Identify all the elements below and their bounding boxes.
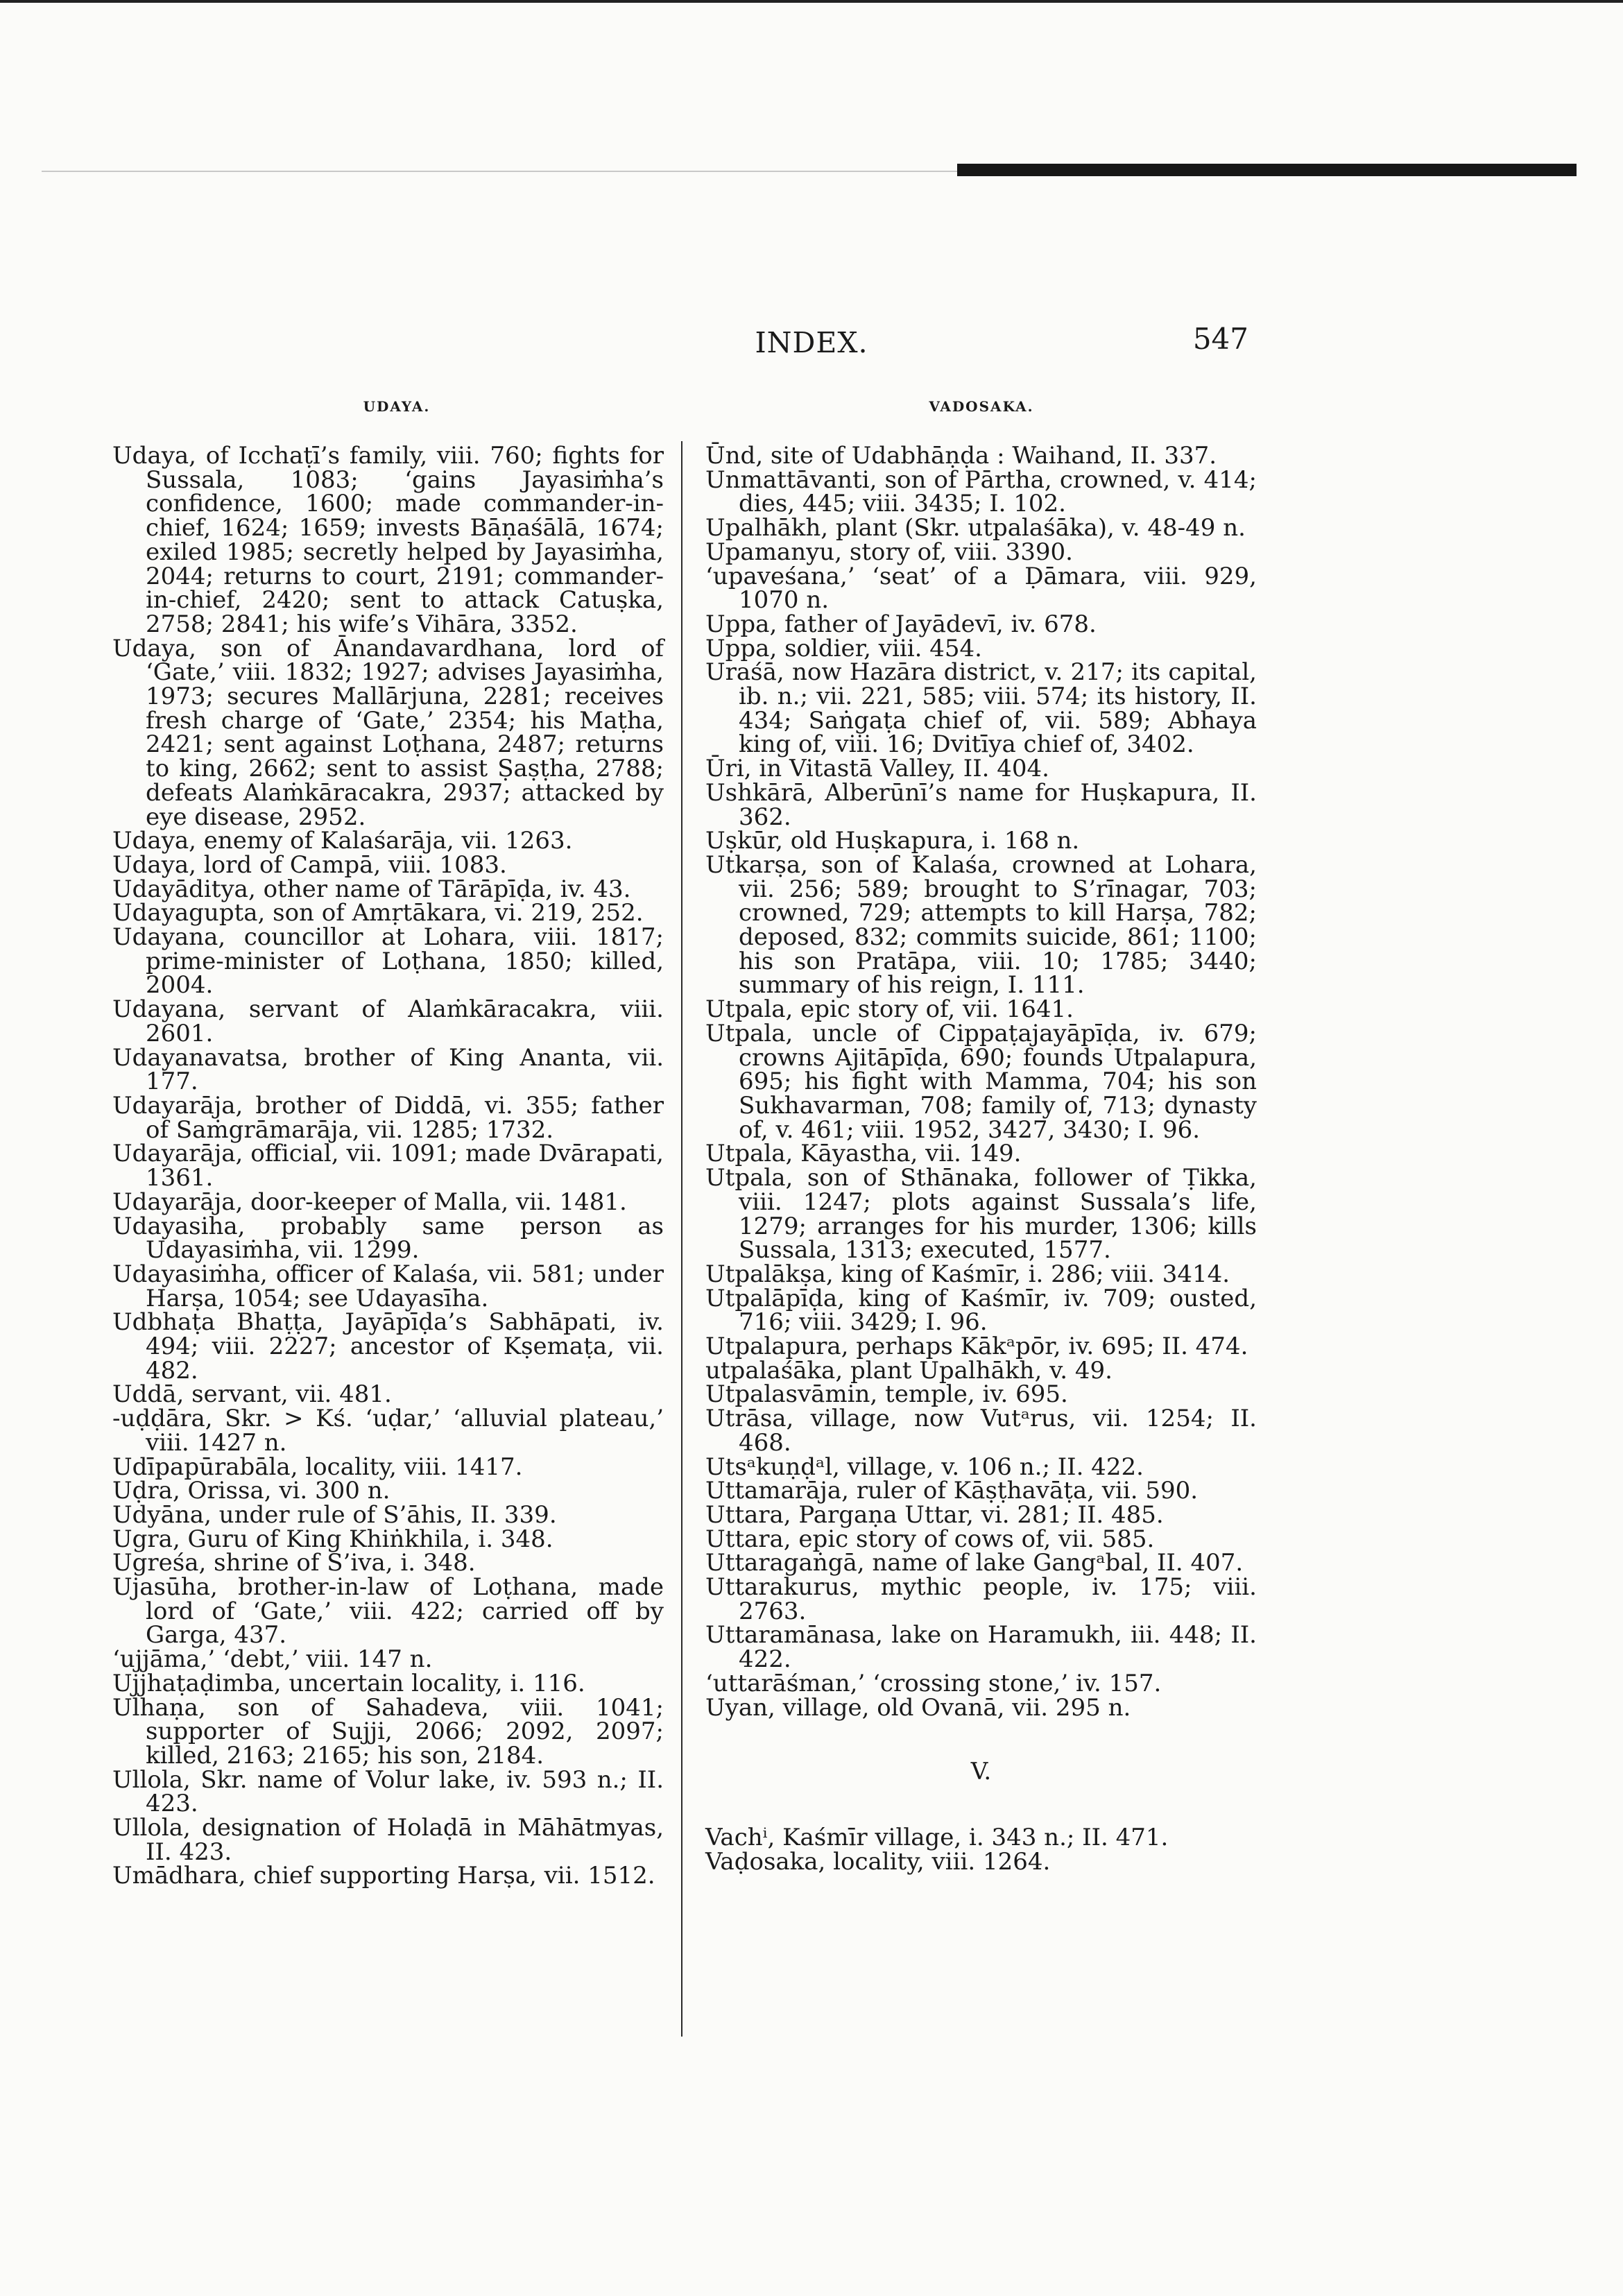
column-separator xyxy=(681,441,682,2037)
index-entry: Uttamarāja, ruler of Kāṣṭhavāṭa, vii. 590. xyxy=(705,1477,1199,1505)
index-entry: Utpala, epic story of, vii. 1641. xyxy=(705,995,1074,1024)
v-entries xyxy=(705,1823,1257,1876)
index-entry: Uttarakurus, mythic people, iv. 175; viii. 2763. xyxy=(705,1573,1264,1625)
index-entry: Ushkārā, Alberūnī’s name for Huṣkapura, II. 362. xyxy=(705,778,1264,831)
index-entry: Vachⁱ, Kaśmīr village, i. 343 n.; II. 471. xyxy=(705,1823,1169,1851)
page-number: 547 xyxy=(1192,322,1248,356)
index-entry: Ugreśa, shrine of S’iva, i. 348. xyxy=(112,1549,476,1577)
scan-top-edge xyxy=(0,0,1623,3)
header-rule-faint xyxy=(42,171,957,172)
index-entry: Uppa, father of Jayādevī, iv. 678. xyxy=(705,610,1097,638)
index-entry: Ugra, Guru of King Khiṅkhila, i. 348. xyxy=(112,1525,553,1553)
index-entry: Udaya, enemy of Kalaśarāja, vii. 1263. xyxy=(112,827,573,855)
index-entry: Udaya, son of Ānandavardhana, lord of ‘Gate,’ viii. 1832; 1927; advises Jayasiṁha, 1973; secures Mallārjuna, 2281; receives fresh charge of ‘Gate,’ 2354; his Maṭha, 2421; sent against Loṭhana, 2487; returns to king, 2662; sent to assist Ṣaṣṭha, 2788; defeats Alaṁkāracakra, 2937; attacked by eye disease, 2952. xyxy=(112,634,671,831)
right-index-column xyxy=(705,442,1264,1876)
index-entry: Uppa, soldier, viii. 454. xyxy=(705,634,982,662)
index-entry: Uyan, village, old Ovanā, vii. 295 n. xyxy=(705,1693,1131,1722)
index-entry: Uṣkūr, old Huṣkapura, i. 168 n. xyxy=(705,827,1080,855)
index-entry: Uraśā, now Hazāra district, v. 217; its capital, ib. n.; vii. 221, 585; viii. 574; its history, II. 434; Saṅgaṭa chief of, vii. 589; Abhaya king of, viii. 16; Dvitīya chief of, 3402. xyxy=(705,658,1264,759)
index-entry: Utpalapura, perhaps Kākᵃpōr, iv. 695; II. 474. xyxy=(705,1333,1248,1361)
left-index-column xyxy=(112,442,671,1890)
index-entry: Udayarāja, official, vii. 1091; made Dvārapati, 1361. xyxy=(112,1140,671,1192)
index-entry: Utsᵃkuṇḍᵃl, village, v. 106 n.; II. 422. xyxy=(705,1453,1144,1481)
index-entry: Uddā, servant, vii. 481. xyxy=(112,1380,392,1409)
index-entry: ‘ujjāma,’ ‘debt,’ viii. 147 n. xyxy=(112,1645,433,1674)
index-entry: Ullola, Skr. name of Volur lake, iv. 593 n.; II. 423. xyxy=(112,1765,671,1818)
index-entry: -uḍḍāra, Skr. > Kś. ‘uḍar,’ ‘alluvial plateau,’ viii. 1427 n. xyxy=(112,1405,671,1457)
index-entry: Utpalasvāmin, temple, iv. 695. xyxy=(705,1380,1068,1409)
index-entry: Umādhara, chief supporting Harṣa, vii. 1512. xyxy=(112,1862,655,1890)
index-entry: Utpala, uncle of Cippaṭajayāpīḍa, iv. 679; crowns Ajitāpīḍa, 690; founds Utpalapura, 695; his fight with Mamma, 704; his son Sukhavarman, 708; family of, 713; dynasty of, v. 461; viii. 1952, 3427, 3430; I. 96. xyxy=(705,1019,1264,1144)
left-column-guide-word: UDAYA. xyxy=(363,398,431,415)
index-entry: Uttaragaṅgā, name of lake Gangᵃbal, II. 407. xyxy=(705,1549,1244,1577)
index-entry: Ullola, designation of Holaḍā in Māhātmyas, II. 423. xyxy=(112,1814,671,1866)
index-entry: Uḍra, Orissa, vi. 300 n. xyxy=(112,1477,390,1505)
index-entry: Unmattāvanti, son of Pārtha, crowned, v. 414; dies, 445; viii. 3435; I. 102. xyxy=(705,465,1264,518)
index-entry: Utkarṣa, son of Kalaśa, crowned at Lohara, vii. 256; 589; brought to S’rīnagar, 703; crowned, 729; attempts to kill Harṣa, 782; deposed, 832; commits suicide, 861; 1100; his son Pratāpa, viii. 10; 1785; 3440; summary of his reign, I. 111. xyxy=(705,850,1264,1000)
index-entry: Ujasūha, brother-in-law of Loṭhana, made lord of ‘Gate,’ viii. 422; carried off by Garga, 437. xyxy=(112,1573,671,1650)
index-entry: Utpala, Kāyastha, vii. 149. xyxy=(705,1140,1022,1168)
header-rule-thick xyxy=(957,164,1577,176)
section-letter-v: V. xyxy=(970,1758,992,1786)
index-entry: Udayagupta, son of Amṛtākara, vi. 219, 252. xyxy=(112,899,644,927)
index-entry: Upamanyu, story of, viii. 3390. xyxy=(705,538,1073,566)
index-entry: Vaḍosaka, locality, viii. 1264. xyxy=(705,1847,1051,1876)
index-entry: ‘uttarāśman,’ ‘crossing stone,’ iv. 157. xyxy=(705,1669,1162,1697)
index-entry: Ujjhaṭaḍimba, uncertain locality, i. 116. xyxy=(112,1669,585,1697)
index-entry: ‘upaveśana,’ ‘seat’ of a Ḍāmara, viii. 929, 1070 n. xyxy=(705,562,1264,615)
index-entry: Utpala, son of Sthānaka, follower of Ṭikka, viii. 1247; plots against Sussala’s life, 1279; arranges for his murder, 1306; kills Sussala, 1313; executed, 1577. xyxy=(705,1164,1264,1265)
index-entry: Ulhaṇa, son of Sahadeva, viii. 1041; supporter of Sujji, 2066; 2092, 2097; killed, 2163; 2165; his son, 2184. xyxy=(112,1693,671,1770)
right-column-guide-word: VADOSAKA. xyxy=(929,398,1034,415)
index-entry: Udaya, of Icchaṭī’s family, viii. 760; fights for Sussala, 1083; ‘gains Jayasiṁha’s confidence, 1600; made commander-in-chief, 1624; 1659; invests Bāṇaśālā, 1674; exiled 1985; secretly helped by Jayasiṁha, 2044; returns to court, 2191; commander-in-chief, 2420; sent to attack Catuṣka, 2758; 2841; his wife’s Vihāra, 3352. xyxy=(112,442,671,638)
index-entry: Udayana, councillor at Lohara, viii. 1817; prime-minister of Loṭhana, 1850; killed, 2004. xyxy=(112,923,671,1000)
index-entry: Ūnd, site of Udabhāṇḍa : Waihand, II. 337. xyxy=(705,442,1217,470)
index-entry: Upalhākh, plant (Skr. utpalaśāka), v. 48-49 n. xyxy=(705,514,1246,542)
page-title: INDEX. xyxy=(755,326,868,359)
index-entry: Udaya, lord of Campā, viii. 1083. xyxy=(112,850,507,879)
index-entry: Udayāditya, other name of Tārāpīḍa, iv. 43. xyxy=(112,875,631,903)
index-entry: Uttara, Pargaṇa Uttar, vi. 281; II. 485. xyxy=(705,1500,1164,1529)
index-entry: Udayarāja, brother of Diddā, vi. 355; father of Saṁgrāmarāja, vii. 1285; 1732. xyxy=(112,1091,671,1144)
index-entry: Utpalākṣa, king of Kaśmīr, i. 286; viii. 3414. xyxy=(705,1260,1230,1288)
index-entry: Udayana, servant of Alaṁkāracakra, viii. 2601. xyxy=(112,995,671,1047)
index-entry: Uttara, epic story of cows of, vii. 585. xyxy=(705,1525,1155,1553)
index-entry: Udayasiha, probably same person as Udayasiṁha, vii. 1299. xyxy=(112,1212,671,1265)
right-entries xyxy=(705,442,1264,1722)
index-entry: Udayarāja, door-keeper of Malla, vii. 1481. xyxy=(112,1188,627,1216)
index-entry: Ūri, in Vitastā Valley, II. 404. xyxy=(705,755,1049,783)
index-entry: Uttaramānasa, lake on Haramukh, iii. 448; II. 422. xyxy=(705,1621,1264,1674)
index-entry: utpalaśāka, plant Upalhākh, v. 49. xyxy=(705,1356,1113,1385)
index-entry: Utrāsa, village, now Vutᵃrus, vii. 1254; II. 468. xyxy=(705,1405,1264,1457)
index-entry: Udayasiṁha, officer of Kalaśa, vii. 581; under Harṣa, 1054; see Udayasīha. xyxy=(112,1260,671,1312)
index-entry: Utpalāpīḍa, king of Kaśmīr, iv. 709; ousted, 716; viii. 3429; I. 96. xyxy=(705,1284,1264,1337)
index-entry: Udīpapūrabāla, locality, viii. 1417. xyxy=(112,1453,523,1481)
index-entry: Udbhaṭa Bhaṭṭa, Jayāpīḍa’s Sabhāpati, iv. 494; viii. 2227; ancestor of Kṣemaṭa, vii. 482. xyxy=(112,1308,671,1385)
index-entry: Udyāna, under rule of S’āhis, II. 339. xyxy=(112,1500,557,1529)
index-entry: Udayanavatsa, brother of King Ananta, vii. 177. xyxy=(112,1043,671,1096)
